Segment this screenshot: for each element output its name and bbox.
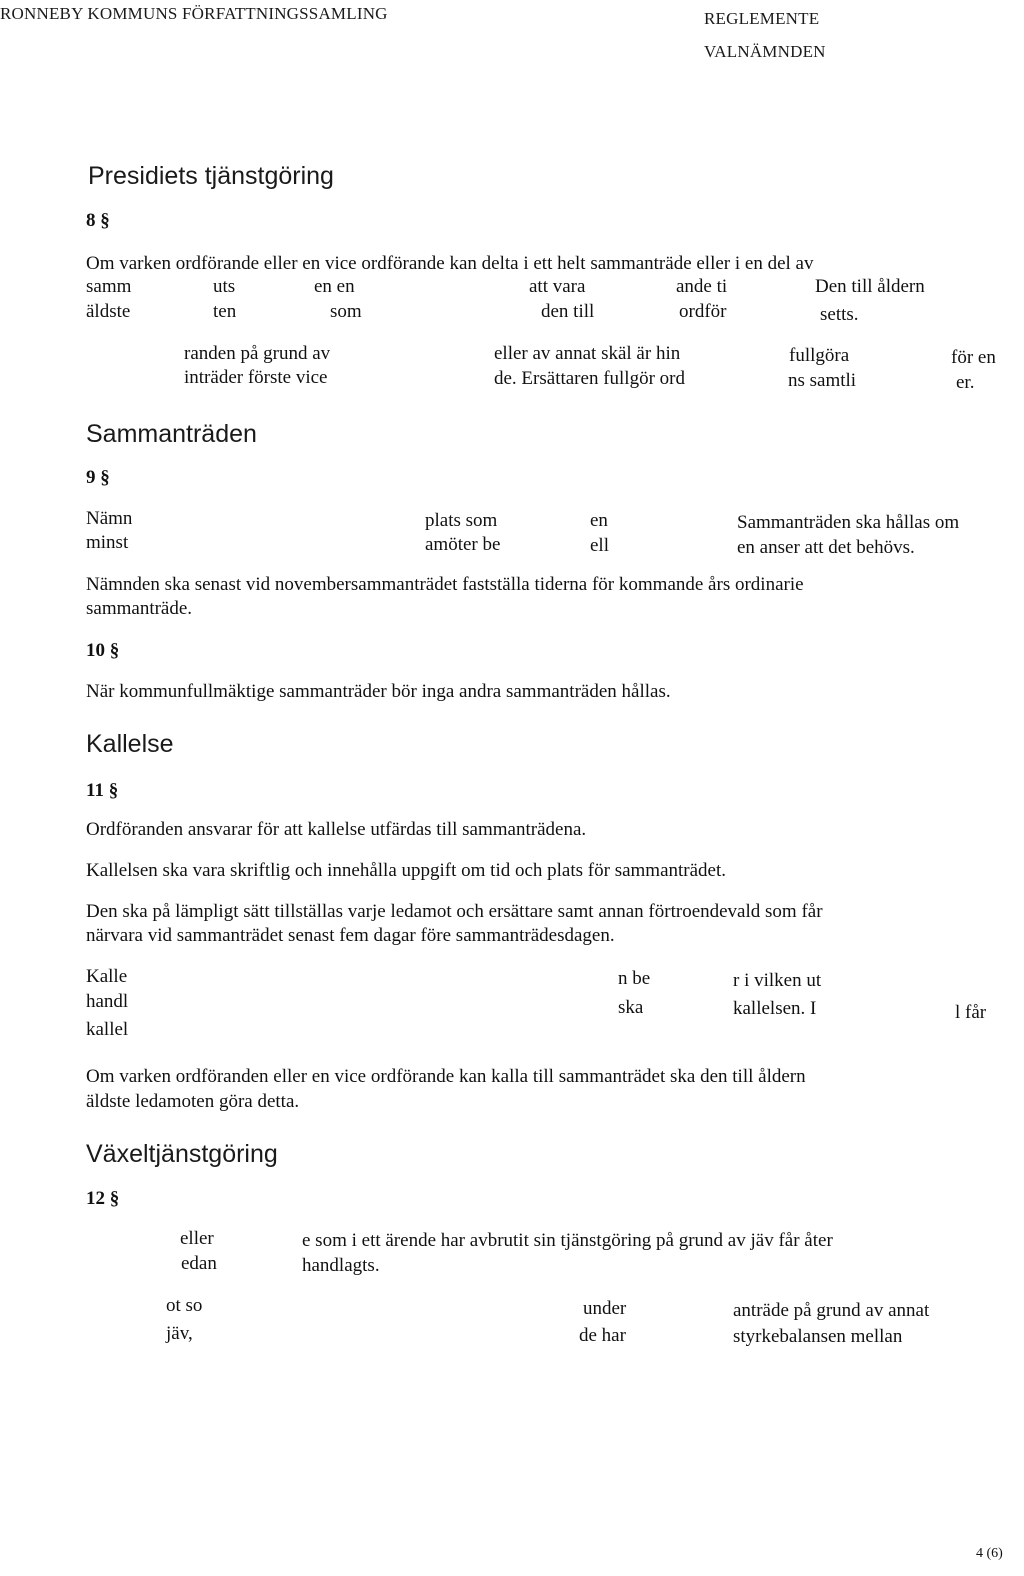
text-fragment: n be — [618, 968, 651, 989]
text-fragment: kallel — [86, 1019, 129, 1040]
text-fragment: ordför — [679, 301, 727, 322]
text-fragment: ns samtli — [788, 370, 857, 391]
paragraph-number-12: 12 § — [86, 1188, 120, 1209]
paragraph-text: äldste ledamoten göra detta. — [86, 1091, 300, 1112]
text-fragment: äldste — [86, 301, 131, 322]
text-fragment: under — [583, 1298, 627, 1319]
text-fragment: Sammanträden ska hållas om — [737, 512, 960, 533]
text-fragment: uts — [213, 276, 236, 297]
text-fragment: ten — [213, 301, 237, 322]
section-heading-sammantraden: Sammanträden — [86, 420, 257, 448]
paragraph-text: Nämnden ska senast vid novembersammanträdet fastställa tiderna för kommande års ordinarie — [86, 574, 804, 595]
text-fragment: ell — [590, 535, 609, 556]
text-fragment: amöter be — [425, 534, 501, 555]
text-fragment: jäv, — [166, 1323, 193, 1344]
paragraph-text: Kallelsen ska vara skriftlig och innehålla uppgift om tid och plats för sammanträdet. — [86, 860, 727, 881]
text-fragment: samm — [86, 276, 132, 297]
section-heading-presidiet: Presidiets tjänstgöring — [88, 162, 334, 190]
text-fragment: en en — [314, 276, 355, 297]
text-fragment: randen på grund av — [184, 343, 331, 364]
text-fragment: minst — [86, 532, 129, 553]
text-fragment: eller av annat skäl är hin — [494, 343, 681, 364]
text-fragment: er. — [956, 372, 975, 393]
text-fragment: inträder förste vice — [184, 367, 328, 388]
paragraph-text: sammanträde. — [86, 598, 193, 619]
text-fragment: kallelsen. I — [733, 998, 817, 1019]
text-fragment: handl — [86, 991, 129, 1012]
section-heading-vaxeltjanstgoring: Växeltjänstgöring — [86, 1140, 278, 1168]
document-series-title: RONNEBY KOMMUNS FÖRFATTNINGSSAMLING — [0, 4, 388, 23]
document-type-label: REGLEMENTE — [704, 9, 820, 28]
section-heading-kallelse: Kallelse — [86, 730, 174, 758]
text-fragment: e som i ett ärende har avbrutit sin tjänstgöring på grund av jäv får åter — [302, 1230, 833, 1251]
text-fragment: r i vilken ut — [733, 970, 822, 991]
paragraph-number-8: 8 § — [86, 210, 110, 231]
text-fragment: Nämn — [86, 508, 133, 529]
text-fragment: anträde på grund av annat — [733, 1300, 930, 1321]
paragraph-number-11: 11 § — [86, 780, 119, 801]
text-fragment: som — [330, 301, 362, 322]
text-fragment: ska — [618, 997, 644, 1018]
text-fragment: plats som — [425, 510, 498, 531]
paragraph-text: Den ska på lämpligt sätt tillställas varje ledamot och ersättare samt annan förtroendevald som får — [86, 901, 823, 922]
text-fragment: de har — [579, 1325, 626, 1346]
text-fragment: en anser att det behövs. — [737, 537, 915, 558]
text-fragment: för en — [951, 347, 996, 368]
text-fragment: l får — [955, 1002, 987, 1023]
paragraph-text: Om varken ordförande eller en vice ordförande kan delta i ett helt sammanträde eller i en del av — [86, 253, 814, 274]
paragraph-text: Ordföranden ansvarar för att kallelse utfärdas till sammanträdena. — [86, 819, 587, 840]
text-fragment: fullgöra — [789, 345, 850, 366]
text-fragment: styrkebalansen mellan — [733, 1326, 903, 1347]
text-fragment: Kalle — [86, 966, 128, 987]
text-fragment: eller — [180, 1228, 214, 1249]
page-number: 4 (6) — [976, 1546, 1003, 1561]
paragraph-text: Om varken ordföranden eller en vice ordförande kan kalla till sammanträdet ska den till åldern — [86, 1066, 806, 1087]
text-fragment: ande ti — [676, 276, 728, 297]
text-fragment: en — [590, 510, 608, 531]
paragraph-text: När kommunfullmäktige sammanträder bör inga andra sammanträden hållas. — [86, 681, 671, 702]
text-fragment: Den till åldern — [815, 276, 925, 297]
paragraph-number-10: 10 § — [86, 640, 120, 661]
text-fragment: de. Ersättaren fullgör ord — [494, 368, 685, 389]
committee-name-label: VALNÄMNDEN — [704, 42, 826, 61]
text-fragment: handlagts. — [302, 1255, 380, 1276]
text-fragment: den till — [541, 301, 595, 322]
text-fragment: att vara — [529, 276, 586, 297]
text-fragment: ot so — [166, 1295, 203, 1316]
paragraph-text: närvara vid sammanträdet senast fem dagar före sammanträdesdagen. — [86, 925, 615, 946]
paragraph-number-9: 9 § — [86, 467, 110, 488]
text-fragment: edan — [181, 1253, 217, 1274]
text-fragment: setts. — [820, 304, 859, 325]
